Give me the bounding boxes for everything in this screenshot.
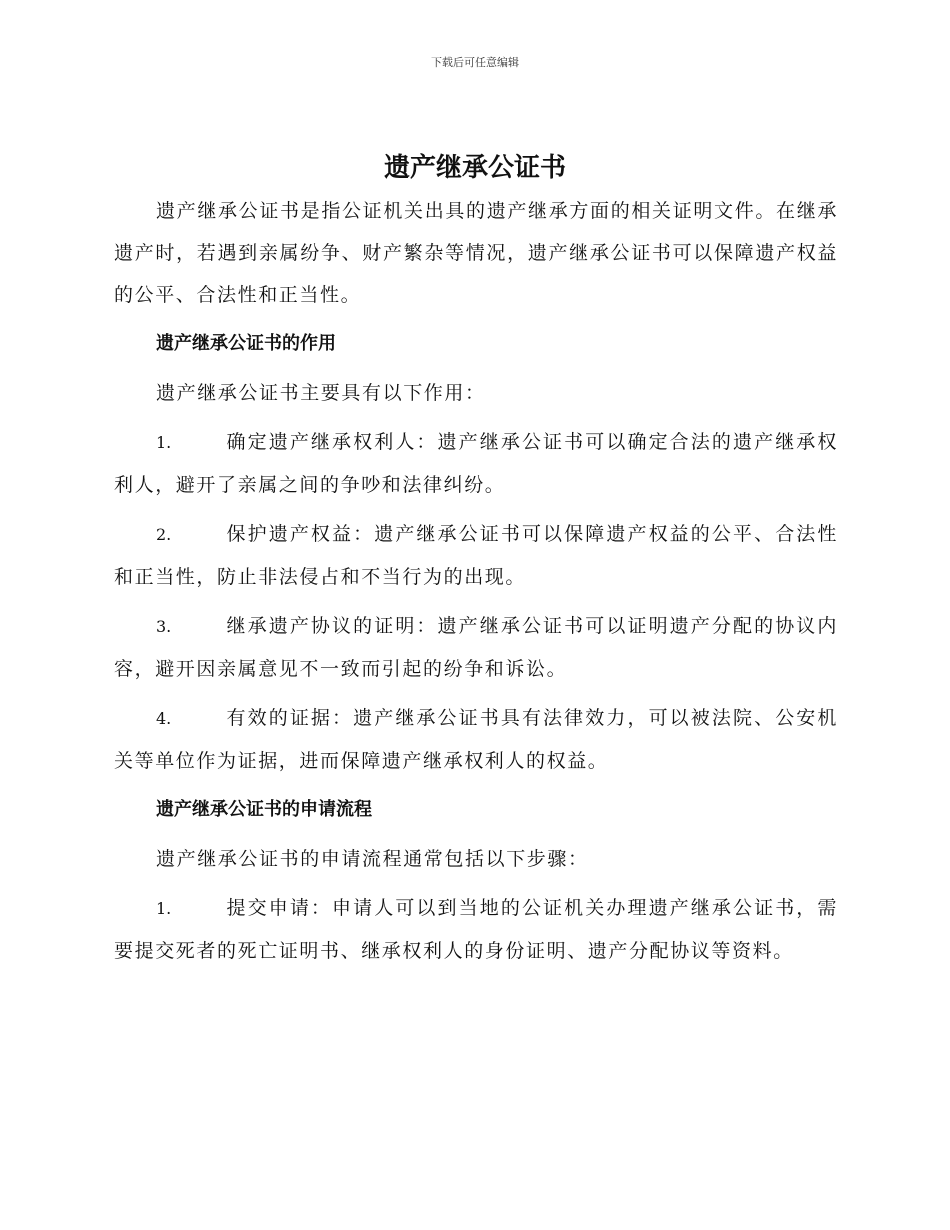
list-item xyxy=(114,697,838,782)
list-item-text: 提交申请：申请人可以到当地的公证机关办理遗产继承公证书，需要提交死者的死亡证明书、继承权利人的身份证明、遗产分配协议等资料。 xyxy=(114,897,838,962)
header-note: 下载后可任意编辑 xyxy=(431,56,519,69)
section-heading-function: 遗产继承公证书的作用 xyxy=(156,333,336,354)
list-item-text: 有效的证据：遗产继承公证书具有法律效力，可以被法院、公安机关等单位作为证据，进而保障遗产继承权利人的权益。 xyxy=(114,707,838,772)
list-item-number: 4. xyxy=(156,709,172,728)
list-item xyxy=(114,887,838,972)
list-item-number: 1. xyxy=(156,433,172,452)
list-item-number: 3. xyxy=(156,617,172,636)
list-item xyxy=(114,513,838,598)
section-intro-function: 遗产继承公证书主要具有以下作用： xyxy=(156,382,486,404)
list-item-number: 2. xyxy=(156,525,172,544)
list-item-text: 继承遗产协议的证明：遗产继承公证书可以证明遗产分配的协议内容，避开因亲属意见不一致而引起的纷争和诉讼。 xyxy=(114,615,838,680)
list-item-text: 确定遗产继承权利人：遗产继承公证书可以确定合法的遗产继承权利人，避开了亲属之间的争吵和法律纠纷。 xyxy=(114,431,838,496)
list-item-number: 1. xyxy=(156,899,172,918)
list-item-text: 保护遗产权益：遗产继承公证书可以保障遗产权益的公平、合法性和正当性，防止非法侵占和不当行为的出现。 xyxy=(114,523,838,588)
list-item xyxy=(114,605,838,690)
intro-paragraph: 遗产继承公证书是指公证机关出具的遗产继承方面的相关证明文件。在继承遗产时，若遇到亲属纷争、财产繁杂等情况，遗产继承公证书可以保障遗产权益的公平、合法性和正当性。 xyxy=(114,200,838,306)
section-heading-process: 遗产继承公证书的申请流程 xyxy=(156,799,372,820)
section-intro-process: 遗产继承公证书的申请流程通常包括以下步骤： xyxy=(156,848,589,870)
list-item xyxy=(114,421,838,506)
document-body xyxy=(114,190,838,972)
document-title: 遗产继承公证书 xyxy=(383,153,566,183)
